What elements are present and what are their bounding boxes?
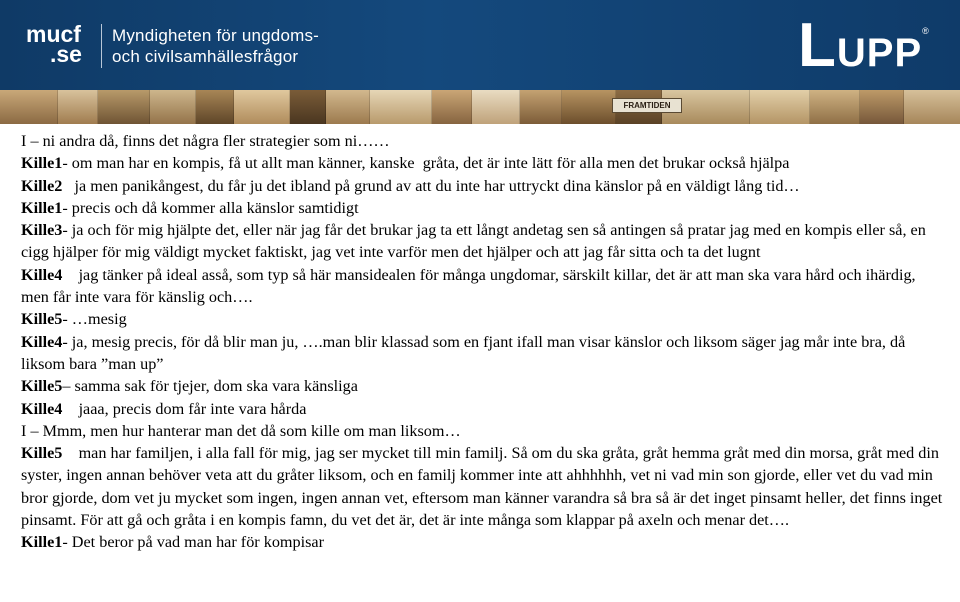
lupp-logo-initial: L: [798, 11, 837, 80]
transcript-line: [21, 175, 943, 197]
banner-photo: [290, 90, 326, 124]
lupp-logo-rest: UPP: [836, 31, 923, 75]
transcript-line: [21, 197, 943, 219]
speaker-name: Kille1: [21, 154, 63, 173]
banner-photo: [370, 90, 432, 124]
utterance-text: jaaa, precis dom får inte vara hårda: [62, 399, 307, 418]
framtiden-sign: FRAMTIDEN: [612, 98, 682, 113]
transcript-line: [21, 308, 943, 330]
org-name-line-1: Myndigheten för ungdoms-: [112, 26, 320, 45]
speaker-name: Kille1: [21, 533, 63, 552]
mucf-logo[interactable]: [26, 21, 82, 67]
utterance-text: - Det beror på vad man har för kompisar: [62, 533, 324, 552]
speaker-name: Kille4: [21, 332, 63, 351]
banner-photo: [904, 90, 960, 124]
utterance-text: - ja och för mig hjälpte det, eller när jag får det brukar jag ta ett långt andetag sen så antingen så pratar jag med en kompis eller så, en cigg hjälper för mig väldigt mycket faktiskt, jag vet inte varför men det hjälper och att jag får sitta och ta det lugnt: [21, 221, 930, 262]
utterance-text: - ja, mesig precis, för då blir man ju, ….man blir klassad som en fjant ifall man visar känslor och liksom säger jag mår inte bra, då liksom bara ”man up”: [21, 332, 910, 373]
banner-photo: [58, 90, 98, 124]
banner-photo: [150, 90, 196, 124]
banner-photo: [196, 90, 234, 124]
speaker-name: I: [21, 132, 27, 150]
utterance-text: - precis och då kommer alla känslor samtidigt: [62, 198, 359, 217]
logo-divider: [101, 24, 102, 68]
banner-photo: [0, 90, 58, 124]
org-name-line-2: och civilsamhällesfrågor: [112, 47, 299, 66]
logo-text-mucf: mucf: [26, 21, 81, 47]
lupp-logo: [798, 11, 930, 81]
transcript-line: [21, 442, 947, 531]
utterance-text: jag tänker på ideal asså, som typ så här mansidealen för många ungdomar, särskilt killar, det är att man ska vara hård och ihärdig, men får inte vara för känslig och….: [21, 265, 920, 307]
site-header: [0, 0, 960, 90]
logo-text-se: .se: [50, 41, 82, 67]
utterance-text: – ni andra då, finns det några fler strategier som ni……: [26, 132, 390, 150]
speaker-name: Kille4: [21, 399, 63, 418]
transcript-line: [21, 264, 943, 309]
utterance-text: ja men panikångest, du får ju det ibland på grund av att du inte har uttryckt dina känslor på en väldigt lång tid…: [62, 176, 800, 195]
utterance-text: - …mesig: [62, 310, 127, 329]
banner-photo: [432, 90, 472, 124]
transcript-line: [21, 531, 943, 553]
transcript-line: [21, 331, 943, 376]
speaker-name: Kille5: [21, 377, 63, 396]
speaker-name: Kille2: [21, 176, 63, 195]
transcript-line: [21, 375, 943, 397]
banner-photo: [520, 90, 562, 124]
utterance-text: – Mmm, men hur hanterar man det då som kille om man liksom…: [26, 421, 461, 440]
banner-photo: [98, 90, 150, 124]
banner-photo: [750, 90, 810, 124]
speaker-name: Kille5: [21, 444, 63, 463]
registered-mark: ®: [922, 26, 930, 36]
banner-photo: [860, 90, 904, 124]
banner-photo: [810, 90, 860, 124]
transcript-line: [21, 152, 943, 174]
utterance-text: – samma sak för tjejer, dom ska vara känsliga: [62, 377, 358, 396]
banner-photo: [562, 90, 616, 124]
speaker-name: I: [21, 421, 27, 440]
banner-photo: [472, 90, 520, 124]
utterance-text: man har familjen, i alla fall för mig, jag ser mycket till min familj. Så om du ska gråta, gråt hemma gråt med din morsa, gråt med din syster, ingen annan behöver veta att du gråter liksom, och en familj kommer inte att ahhhhhh, vet ni vad min son gjorde, eller vet du vad min bror gjorde, dom vet ju mycket som ingen, ingen annan vet, eftersom man känner varandra så bra så är det inget pinsamt heller, det finns inget pinsamt. För att gå och gråta i en kompis famn, du vet det är, det är inte många som klappar på axeln och menar det….: [21, 444, 947, 530]
speaker-name: Kille5: [21, 310, 63, 329]
speaker-name: Kille3: [21, 221, 63, 240]
transcript-line: [21, 398, 943, 420]
organization-name: [112, 25, 319, 67]
utterance-text: - om man har en kompis, få ut allt man känner, kanske gråta, det är inte lätt för alla men det brukar också hjälpa: [62, 154, 790, 173]
transcript-line: [21, 219, 943, 264]
photo-strip-banner: [0, 90, 960, 124]
speaker-name: Kille4: [21, 265, 63, 284]
transcript-line: [21, 420, 943, 442]
interview-transcript: [21, 130, 947, 554]
banner-photo: [326, 90, 370, 124]
banner-photo: [234, 90, 290, 124]
speaker-name: Kille1: [21, 198, 63, 217]
transcript-line: [21, 130, 943, 152]
